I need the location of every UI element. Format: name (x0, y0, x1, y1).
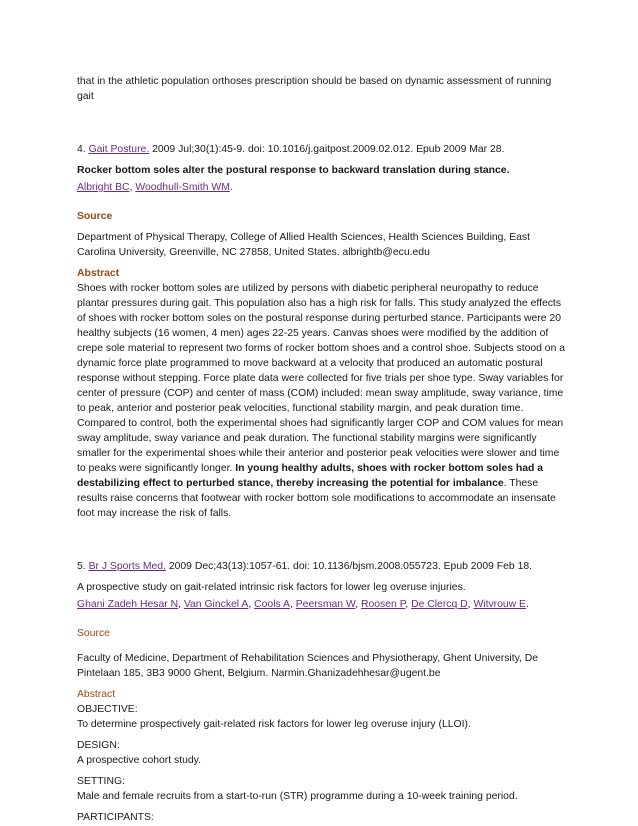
entry5-objective-text: To determine prospectively gait-related risk factors for lower leg overuse injury (LLOI). (77, 719, 471, 730)
entry4-abstract-bold: In young healthy adults, shoes with rocker bottom soles had a destabilizing effect to perturbed stance, thereby increasing the potential for imbalance (77, 463, 543, 489)
entry4-citation-line (77, 142, 567, 157)
entry5-setting-text: Male and female recruits from a start-to-run (STR) programme during a 10-week training period. (77, 791, 518, 802)
entry5-source-heading: Source (77, 628, 110, 639)
entry5-abstract-heading: Abstract (77, 689, 116, 700)
entry5-number: 5. (77, 561, 86, 572)
entry5-journal-link[interactable]: Br J Sports Med. (88, 561, 166, 572)
entry4-abstract-end: . These results raise concerns that footwear with rocker bottom sole modifications to accommodate an insensate foot may increase the risk of falls. (77, 478, 556, 519)
entry5-objective-heading: OBJECTIVE: (77, 704, 138, 715)
entry5-author-link[interactable]: Van Ginckel A (183, 599, 249, 610)
entry4-source-text: Department of Physical Therapy, College of Allied Health Sciences, Health Sciences Building, East Carolina University, Greenville, NC 27858, United States. albrightb@ecu.edu (77, 232, 531, 258)
entry5-participants-heading: PARTICIPANTS: (77, 812, 154, 823)
entry5-citation: 2009 Dec;43(13):1057-61. doi: 10.1136/bjsm.2008.055723. Epub 2009 Feb 18. (168, 561, 533, 572)
entry4-author-link[interactable]: Albright BC (77, 182, 130, 193)
entry4-abstract-text (77, 281, 567, 521)
entry5-design-text: A prospective cohort study. (77, 755, 201, 766)
entry5-setting-heading: SETTING: (77, 776, 125, 787)
entry4-abstract-body: Shoes with rocker bottom soles are utilized by persons with diabetic peripheral neuropathy to reduce plantar pressures during gait. This population also has a high risk for falls. This study analyzed the effects of shoes with rocker bottom soles on the postural response during perturbed stance. Participants were 20 healthy subjects (16 women, 4 men) ages 22-25 years. Canvas shoes were modified by the addition of crepe sole material to represent two forms of rocker bottom shoes and a control shoe. Subjects stood on a dynamic force plate programmed to move backward at a velocity that produced an automatic postural response without stepping. Force plate data were collected for five trials per shoe type. Sway variables for center of pressure (COP) and center of mass (COM) included: mean sway amplitude, sway variance, time to peak, anterior and posterior peak velocities, functional stability margin, and peak duration time. Compared to control, both the experimental shoes had significantly larger COP and COM values for mean sway amplitude, sway variance and peak duration. The functional stability margins were significantly smaller for the experimental shoes while their anterior and posterior peak velocities were slower and time to peaks were significantly longer. (77, 283, 566, 474)
entry5-title: A prospective study on gait-related intrinsic risk factors for lower leg overuse injuries. (77, 582, 466, 593)
entry4-authors: Albright BC, Woodhull-Smith WM. (77, 182, 233, 193)
entry5-author-link[interactable]: Roosen P (361, 599, 406, 610)
entry4-abstract-heading: Abstract (77, 268, 120, 279)
entry5-author-link[interactable]: Witvrouw E (473, 599, 526, 610)
entry5-author-link[interactable]: Peersman W (295, 599, 356, 610)
entry4-number: 4. (77, 144, 86, 155)
entry5-authors: Ghani Zadeh Hesar N, Van Ginckel A, Cools A, Peersman W, Roosen P, De Clercq D, Witvrouw E. (77, 599, 529, 610)
entry5-source-text: Faculty of Medicine, Department of Rehabilitation Sciences and Physiotherapy, Ghent University, De Pintelaan 185, 3B3 9000 Ghent, Belgium. Narmin.Ghanizadehhesar@ugent.be (77, 653, 539, 679)
entry5-author-link[interactable]: Cools A (254, 599, 290, 610)
intro-paragraph: that in the athletic population orthoses prescription should be based on dynamic assessment of running gait (77, 76, 552, 102)
entry4-title: Rocker bottom soles alter the postural response to backward translation during stance. (77, 165, 510, 176)
document-page (77, 74, 567, 825)
entry4-journal-link[interactable]: Gait Posture. (88, 144, 150, 155)
entry5-design-heading: DESIGN: (77, 740, 120, 751)
entry5-author-link[interactable]: Ghani Zadeh Hesar N (77, 599, 179, 610)
entry4-source-heading: Source (77, 211, 113, 222)
entry4-citation: 2009 Jul;30(1):45-9. doi: 10.1016/j.gaitpost.2009.02.012. Epub 2009 Mar 28. (152, 144, 505, 155)
entry5-author-link[interactable]: De Clercq D (411, 599, 468, 610)
entry5-citation-line (77, 559, 567, 574)
entry4-author-link[interactable]: Woodhull-Smith WM (135, 182, 230, 193)
